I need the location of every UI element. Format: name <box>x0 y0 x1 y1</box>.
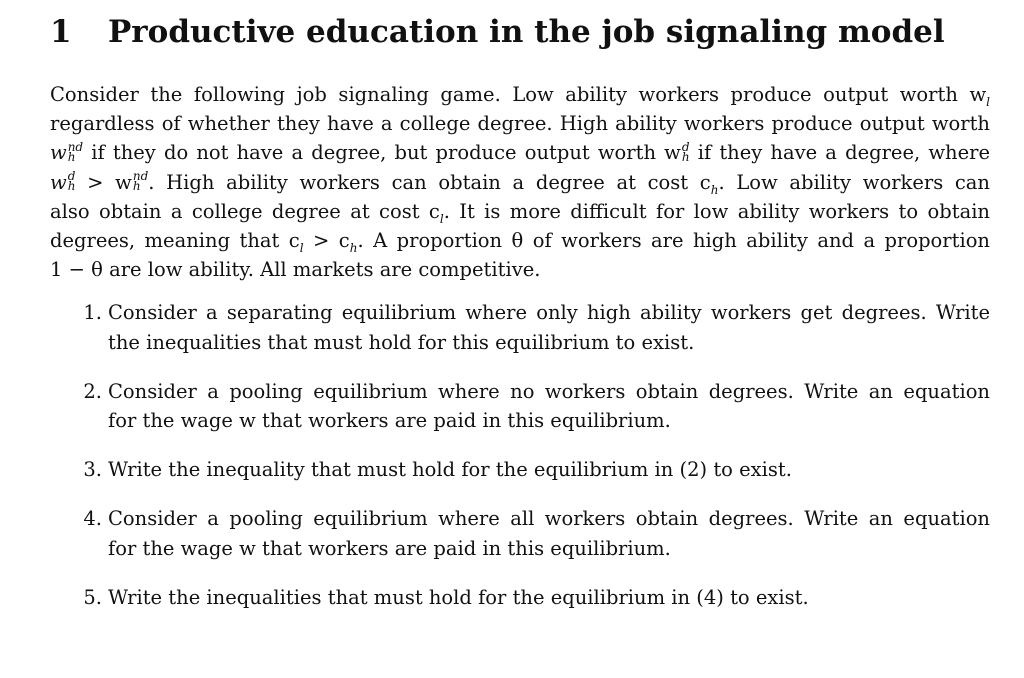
question-text: Write the inequality that must hold for the equilibrium in (2) to exist. <box>108 458 792 482</box>
question-text: the inequalities that must hold for this equilibrium to exist. <box>108 330 695 354</box>
intro-line-3: w nd h if they do not have a degree, but produce output worth w d h if they have a degree, where <box>50 139 990 165</box>
question-item-2 <box>50 377 990 435</box>
document-page <box>50 10 990 632</box>
question-text: for the wage w that workers are paid in this equilibrium. <box>108 536 671 560</box>
intro-line-7: 1 − θ are low ability. All markets are competitive. <box>50 258 541 282</box>
question-item-5 <box>50 583 990 612</box>
question-text: Write the inequalities that must hold for the equilibrium in (4) to exist. <box>108 585 809 609</box>
question-item-3 <box>50 455 990 484</box>
question-item-4 <box>50 504 990 562</box>
question-number: 1. <box>83 301 102 325</box>
question-text: Consider a pooling equilibrium where no workers obtain degrees. Write an equation <box>108 379 990 403</box>
section-title: Productive education in the job signaling model <box>108 14 945 50</box>
intro-line-4: w d h > w nd h . High ability workers can obtain a degree at cost $c_h$. Low ability workers can <box>50 169 990 197</box>
intro-paragraph <box>50 80 990 284</box>
section-heading <box>50 10 990 54</box>
question-item-1 <box>50 298 990 356</box>
question-number: 4. <box>83 507 102 531</box>
intro-line-1: Consider the following job signaling game. Low ability workers produce output worth $w_l$ <box>50 83 990 109</box>
intro-line-2: regardless of whether they have a college degree. High ability workers produce output worth <box>50 112 990 136</box>
intro-line-6: degrees, meaning that $c_l > c_h$. A proportion θ of workers are high ability and a proportion <box>50 229 990 255</box>
question-list <box>50 298 990 612</box>
question-text: Consider a pooling equilibrium where all workers obtain degrees. Write an equation <box>108 507 990 531</box>
question-text: for the wage w that workers are paid in this equilibrium. <box>108 409 671 433</box>
question-number: 2. <box>83 379 102 403</box>
question-text: Consider a separating equilibrium where only high ability workers get degrees. Write <box>108 301 990 325</box>
intro-line-5: also obtain a college degree at cost $c_l$. It is more difficult for low ability workers to obtain <box>50 199 990 226</box>
question-number: 5. <box>83 585 102 609</box>
section-number: 1 <box>50 14 72 50</box>
question-number: 3. <box>83 458 102 482</box>
